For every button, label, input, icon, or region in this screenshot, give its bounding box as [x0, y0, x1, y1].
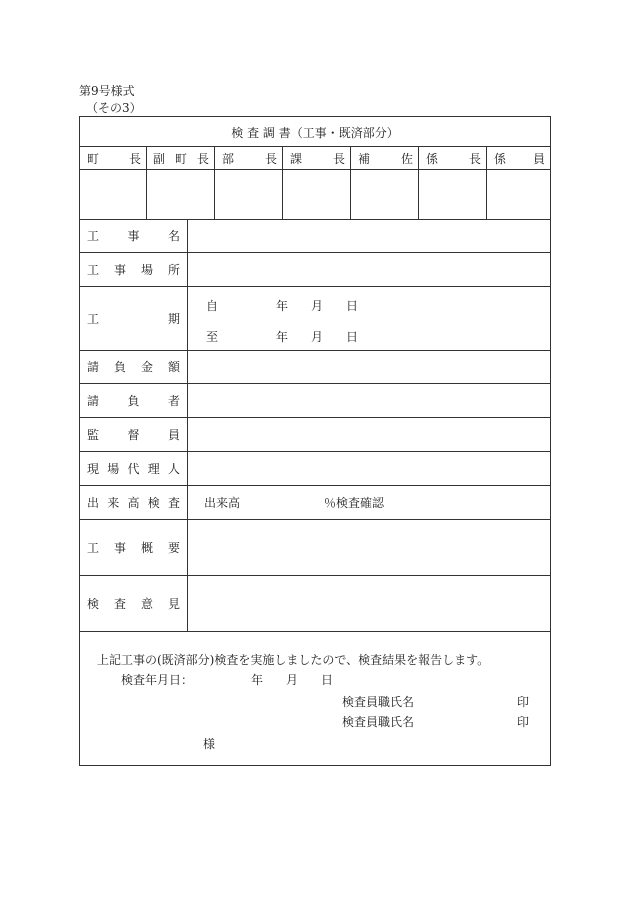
period-to-month: 月: [311, 330, 324, 344]
period-from-month: 月: [311, 299, 324, 313]
period-from-prefix: 自: [206, 299, 219, 313]
divider: [187, 219, 188, 631]
divider: [80, 169, 550, 170]
period-from-day: 日: [346, 299, 359, 313]
form-title: 検 査 調 書（工事・既済部分）: [231, 126, 399, 140]
approver-subsection-chief: 係 長: [426, 152, 481, 166]
approver-director: 部 長: [222, 152, 277, 166]
approver-assistant: 補 佐: [358, 152, 413, 166]
date-month: 月: [286, 673, 299, 687]
approver-section-chief: 課 長: [290, 152, 345, 166]
label-work-summary: 工 事 概 要: [87, 540, 180, 555]
date-year: 年: [251, 673, 264, 687]
divider: [80, 146, 550, 147]
period-to-year: 年: [276, 330, 289, 344]
label-supervisor: 監 督 員: [87, 427, 180, 442]
divider: [350, 146, 351, 219]
label-inspection-opinion: 検 査 意 見: [87, 596, 180, 611]
divider: [418, 146, 419, 219]
approver-staff: 係 員: [494, 152, 545, 166]
label-contractor: 請 負 者: [87, 393, 180, 408]
label-work-name: 工 事 名: [87, 229, 180, 243]
label-work-place: 工 事 場 所: [87, 262, 180, 277]
form-sub: （その3）: [86, 101, 142, 115]
inspection-form: [79, 116, 551, 766]
inspection-date-label: 検査年月日：: [121, 673, 194, 687]
approver-mayor: 町 長: [87, 152, 141, 166]
addressee-suffix: 様: [203, 737, 216, 751]
label-contract-amount: 請 負 金 額: [87, 360, 180, 374]
seal-1: 印: [517, 695, 530, 709]
divider: [214, 146, 215, 219]
divider: [146, 146, 147, 219]
seal-2: 印: [517, 715, 530, 729]
inspector-name-2: 検査員職氏名: [342, 715, 415, 729]
form-number: 第9号様式: [79, 84, 135, 98]
date-day: 日: [321, 673, 334, 687]
inspector-name-1: 検査員職氏名: [342, 695, 415, 709]
divider: [282, 146, 283, 219]
label-site-agent: 現 場 代 理 人: [87, 461, 180, 476]
report-text: 上記工事の(既済部分)検査を実施しましたので、検査結果を報告します。: [97, 653, 490, 667]
period-from-year: 年: [276, 299, 289, 313]
divider: [80, 631, 550, 632]
confirm-text: ％検査確認: [324, 496, 385, 510]
approver-deputy-mayor: 副 町 長: [153, 152, 209, 166]
label-progress-inspection: 出 来 高 検 査: [87, 495, 180, 510]
period-to-day: 日: [346, 330, 359, 344]
label-period: 工 期: [87, 311, 180, 326]
period-to-prefix: 至: [206, 330, 219, 344]
progress-text: 出来高: [204, 496, 241, 510]
divider: [486, 146, 487, 219]
